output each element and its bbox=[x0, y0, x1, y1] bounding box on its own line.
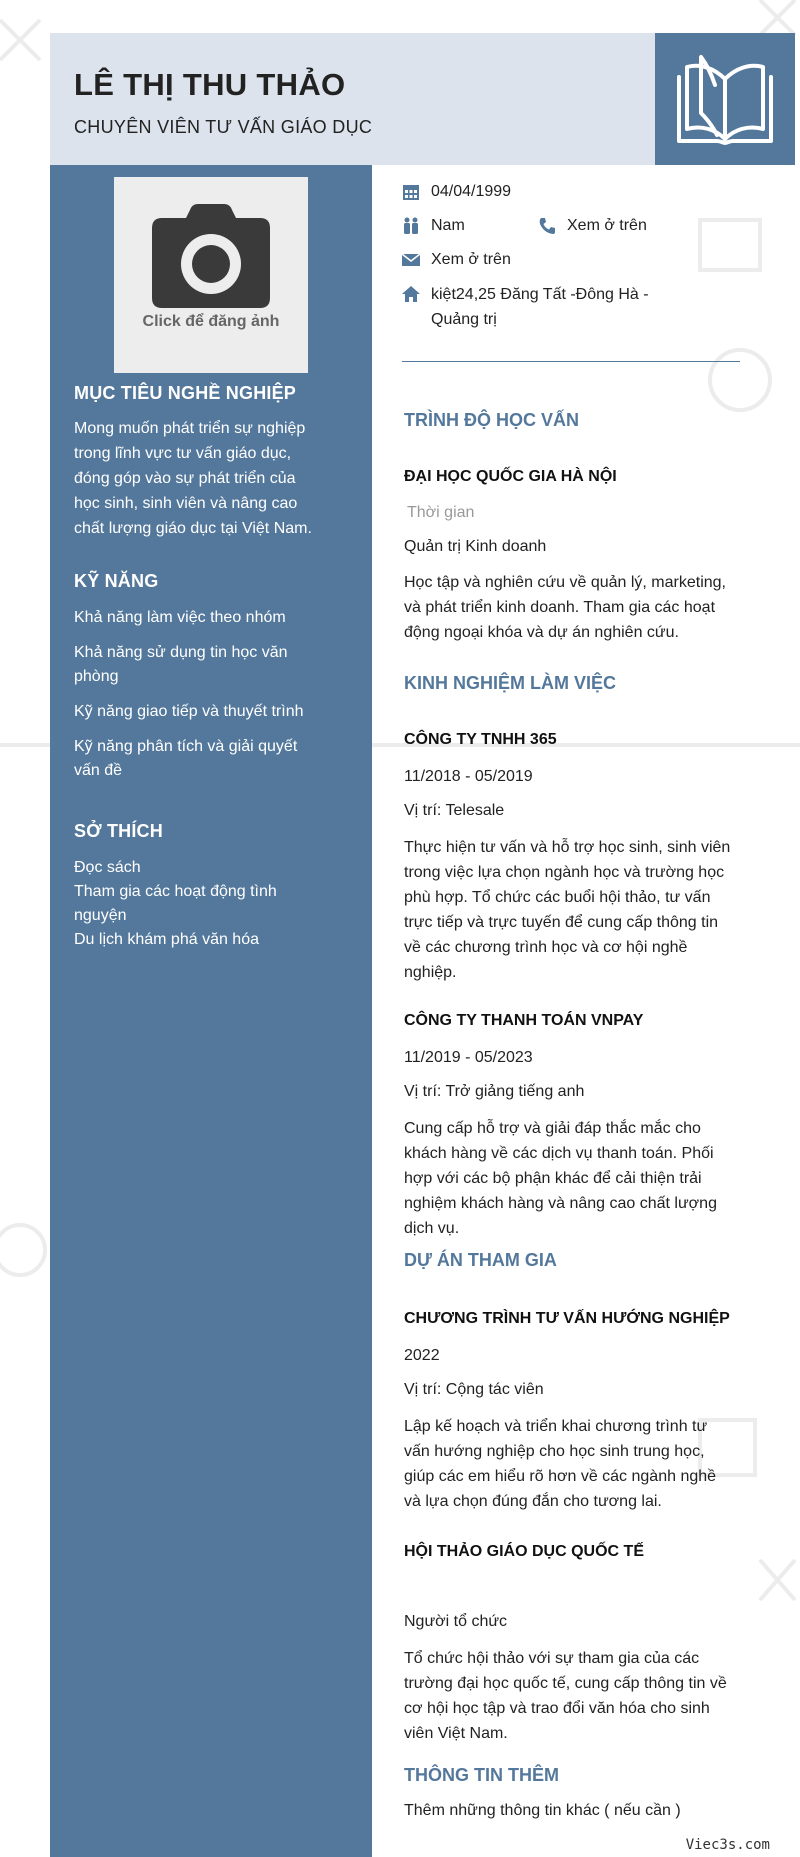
hobbies-heading: SỞ THÍCH bbox=[74, 821, 163, 841]
project-description[interactable]: Tổ chức hội thảo với sự tham gia của các trường đại học quốc tế, cung cấp thông tin về cơ hội học tập và trao đổi văn hóa cho sinh viên Việt Nam. bbox=[404, 1650, 727, 1742]
calendar-icon bbox=[402, 183, 420, 201]
left-column bbox=[50, 165, 372, 1857]
projects-heading: DỰ ÁN THAM GIA bbox=[404, 1250, 557, 1270]
address-value[interactable]: kiệt24,25 Đăng Tất -Đông Hà - Quảng trị bbox=[431, 286, 649, 328]
phone-value[interactable]: Xem ở trên bbox=[567, 217, 647, 234]
project-name[interactable]: CHƯƠNG TRÌNH TƯ VẤN HƯỚNG NGHIỆP bbox=[404, 1310, 730, 1327]
project-role[interactable]: Người tổ chức bbox=[404, 1613, 508, 1630]
photo-upload-label: Click để đăng ảnh bbox=[142, 313, 280, 330]
envelope-icon bbox=[402, 251, 420, 269]
education-heading: TRÌNH ĐỘ HỌC VẤN bbox=[404, 410, 579, 430]
objective-text[interactable]: Mong muốn phát triển sự nghiệp trong lĩnh vực tư vấn giáo dục, đóng góp vào sự phát triển của học sinh, sinh viên và nâng cao chất lượng giáo dục tại Việt Nam. bbox=[74, 420, 312, 537]
job-position[interactable]: Vị trí: Telesale bbox=[404, 802, 505, 819]
skill-item[interactable]: Khả năng làm việc theo nhóm bbox=[74, 609, 286, 626]
birthdate-value[interactable]: 04/04/1999 bbox=[431, 183, 512, 200]
candidate-name[interactable]: LÊ THỊ THU THẢO bbox=[74, 67, 346, 102]
additional-text[interactable]: Thêm những thông tin khác ( nếu cần ) bbox=[404, 1802, 681, 1819]
job-description[interactable]: Thực hiện tư vấn và hỗ trợ học sinh, sinh viên trong việc lựa chọn ngành học và trường học phù hợp. Tổ chức các buổi hội thảo, tư vấn trực tiếp và trực tuyến để cung cấp thông tin về các chương trình học và cơ hội nghề nghiệp. bbox=[404, 839, 731, 981]
additional-heading: THÔNG TIN THÊM bbox=[404, 1765, 559, 1785]
skills-heading: KỸ NĂNG bbox=[74, 571, 159, 591]
project-description[interactable]: Lập kế hoạch và triển khai chương trình tư vấn hướng nghiệp cho học sinh trung học, giúp các em hiểu rõ hơn về các ngành nghề và lựa chọn đúng đắn cho tương lai. bbox=[404, 1418, 717, 1510]
skill-item[interactable]: Khả năng sử dụng tin học văn phòng bbox=[74, 644, 288, 685]
site-watermark: Viec3s.com bbox=[685, 1837, 770, 1853]
job-company[interactable]: CÔNG TY TNHH 365 bbox=[404, 731, 557, 748]
hobbies-section bbox=[74, 821, 336, 952]
job-period[interactable]: 11/2018 - 05/2019 bbox=[404, 768, 533, 785]
resume-header bbox=[50, 33, 655, 165]
job-description[interactable]: Cung cấp hỗ trợ và giải đáp thắc mắc cho khách hàng về các dịch vụ thanh toán. Phối hợp với các bộ phận khác để cải thiện trải nghiệm khách hàng và nâng cao chất lượng dịch vụ. bbox=[404, 1120, 717, 1237]
gender-value[interactable]: Nam bbox=[431, 217, 465, 234]
contact-divider bbox=[402, 361, 740, 362]
job-title[interactable]: CHUYÊN VIÊN TƯ VẤN GIÁO DỤC bbox=[74, 117, 373, 137]
email-value[interactable]: Xem ở trên bbox=[431, 251, 511, 268]
job-company[interactable]: CÔNG TY THANH TOÁN VNPAY bbox=[404, 1012, 644, 1029]
camera-icon bbox=[152, 204, 270, 308]
phone-icon bbox=[538, 217, 556, 235]
skills-section bbox=[74, 571, 336, 794]
objective-section bbox=[74, 383, 336, 541]
education-school[interactable]: ĐẠI HỌC QUỐC GIA HÀ NỘI bbox=[404, 468, 617, 485]
job-period[interactable]: 11/2019 - 05/2023 bbox=[404, 1049, 533, 1066]
skill-item[interactable]: Kỹ năng phân tích và giải quyết vấn đề bbox=[74, 738, 298, 779]
job-position[interactable]: Vị trí: Trở giảng tiếng anh bbox=[404, 1083, 585, 1100]
logo-box bbox=[655, 33, 795, 165]
education-description[interactable]: Học tập và nghiên cứu về quản lý, marketing, và phát triển kinh doanh. Tham gia các hoạt động ngoại khóa và dự án nghiên cứu. bbox=[404, 574, 726, 641]
experience-heading: KINH NGHIỆM LÀM VIỆC bbox=[404, 673, 617, 693]
open-book-icon bbox=[677, 53, 773, 145]
photo-upload[interactable] bbox=[114, 177, 308, 373]
objective-heading: MỤC TIÊU NGHỀ NGHIỆP bbox=[74, 383, 297, 403]
skill-item[interactable]: Kỹ năng giao tiếp và thuyết trình bbox=[74, 703, 304, 720]
project-year[interactable]: 2022 bbox=[404, 1347, 440, 1364]
home-icon bbox=[402, 285, 420, 303]
education-time-input[interactable]: Thời gian bbox=[407, 504, 475, 521]
people-icon bbox=[402, 217, 420, 235]
resume-sheet bbox=[50, 33, 795, 1857]
hobbies-text[interactable]: Đọc sách Tham gia các hoạt động tình nguyện Du lịch khám phá văn hóa bbox=[74, 859, 277, 948]
project-role[interactable]: Vị trí: Cộng tác viên bbox=[404, 1381, 544, 1398]
education-major[interactable]: Quản trị Kinh doanh bbox=[404, 538, 547, 555]
project-name[interactable]: HỘI THẢO GIÁO DỤC QUỐC TẾ bbox=[404, 1543, 644, 1560]
